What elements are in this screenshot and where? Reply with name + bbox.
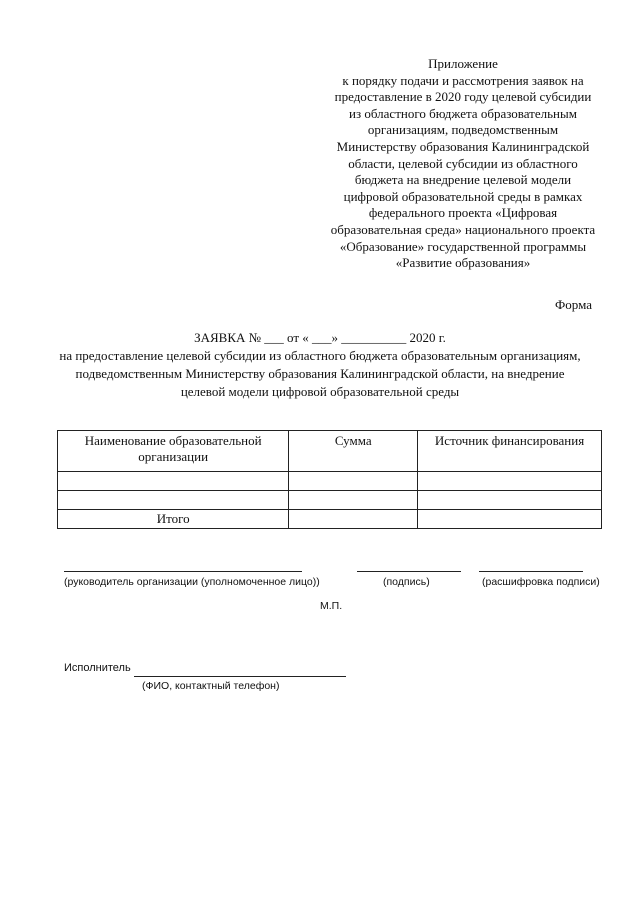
column-header-amount: Сумма (289, 431, 418, 472)
annex-line: цифровой образовательной среды в рамках (343, 188, 583, 204)
annex-line: области, целевой субсидии из областного (348, 155, 578, 171)
annex-line: предоставление в 2020 году целевой субсидии (334, 89, 592, 105)
document-title (40, 329, 600, 401)
annex-line: к порядку подачи и рассмотрения заявок на (342, 72, 584, 88)
form-label: Форма (555, 297, 592, 312)
title-line: целевой модели цифровой образовательной среды (180, 384, 460, 399)
column-header-organization: Наименование образовательной организации (58, 431, 289, 472)
table-cell[interactable] (418, 510, 602, 529)
total-label: Итого (58, 510, 289, 529)
table-cell[interactable] (418, 491, 602, 510)
annex-line: организациям, подведомственным (367, 122, 559, 138)
head-caption: (руководитель организации (уполномоченное лицо)) (64, 576, 320, 588)
title-line-application: ЗАЯВКА № ___ от « ___» __________ 2020 г. (194, 330, 446, 345)
table-row (58, 491, 602, 510)
table-cell[interactable] (289, 510, 418, 529)
annex-line: федерального проекта «Цифровая (368, 205, 558, 221)
table-cell[interactable] (418, 472, 602, 491)
table-total-row (58, 510, 602, 529)
annex-line: «Образование» государственной программы (339, 238, 587, 254)
column-header-source: Источник финансирования (418, 431, 602, 472)
stamp-placeholder: М.П. (320, 600, 343, 612)
table-cell[interactable] (58, 491, 289, 510)
funding-table (57, 430, 602, 529)
table-cell[interactable] (289, 472, 418, 491)
title-line: на предоставление целевой субсидии из областного бюджета образовательным организациям, (59, 348, 581, 363)
table-row (58, 472, 602, 491)
executor-line[interactable] (134, 676, 346, 677)
annex-line: образовательная среда» национального проекта (330, 221, 596, 237)
annex-line: «Развитие образования» (395, 255, 531, 271)
signature-line[interactable] (357, 571, 461, 572)
signature-caption: (подпись) (383, 576, 430, 588)
annex-line: Приложение (428, 56, 498, 71)
table-cell[interactable] (289, 491, 418, 510)
table-cell[interactable] (58, 472, 289, 491)
annex-line: Министерству образования Калининградской (336, 138, 590, 154)
title-line: подведомственным Министерству образования Калининградской области, на внедрение (75, 366, 565, 381)
executor-caption: (ФИО, контактный телефон) (142, 680, 280, 692)
executor-label: Исполнитель (64, 662, 131, 674)
head-signature-line[interactable] (64, 571, 302, 572)
decoding-caption: (расшифровка подписи) (482, 576, 600, 588)
decoding-signature-line[interactable] (479, 571, 583, 572)
table-header-row (58, 431, 602, 472)
annex-line: бюджета на внедрение целевой модели (354, 172, 572, 188)
annex-header (318, 56, 608, 272)
annex-line: из областного бюджета образовательным (349, 105, 577, 121)
